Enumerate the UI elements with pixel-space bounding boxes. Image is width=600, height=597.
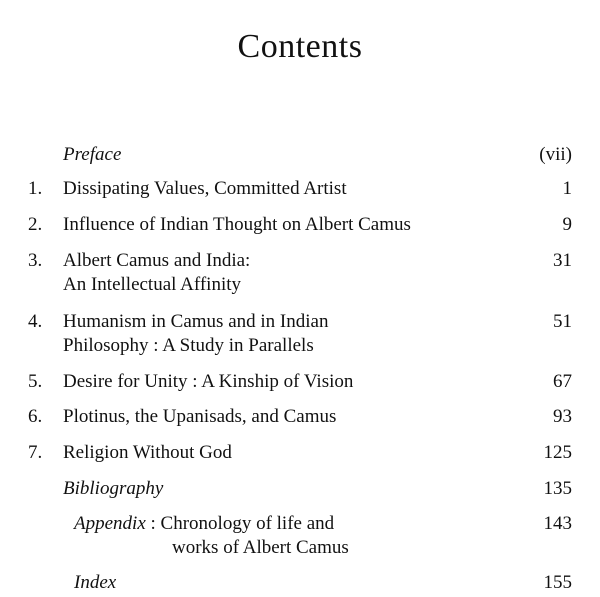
page-number: 125: [543, 442, 572, 463]
page-title: Contents: [237, 28, 363, 65]
entry-title: Dissipating Values, Committed Artist: [63, 178, 347, 199]
chapter-number: 6.: [28, 406, 43, 427]
page-number: 9: [562, 214, 572, 235]
page-number: 143: [543, 513, 572, 534]
chapter-number: 4.: [28, 311, 43, 332]
entry-title: Index: [74, 572, 117, 593]
entry-title-line-2: works of Albert Camus: [172, 537, 349, 558]
entry-title-line-2: An Intellectual Affinity: [63, 274, 241, 295]
appendix-title-rest: : Chronology of life and: [145, 513, 335, 534]
chapter-number: 5.: [28, 371, 43, 392]
chapter-number: 3.: [28, 250, 43, 271]
chapter-number: 7.: [28, 442, 43, 463]
entry-title-line-1: Albert Camus and India:: [63, 250, 251, 271]
entry-title-line-1: Humanism in Camus and in Indian: [63, 311, 329, 332]
entry-title: [63, 310, 328, 358]
page-number: 93: [553, 406, 572, 427]
page-number: 1: [562, 178, 572, 199]
page-number: (vii): [539, 144, 572, 165]
page-number: 155: [543, 572, 572, 593]
page-number: 51: [553, 311, 572, 332]
entry-title: Desire for Unity : A Kinship of Vision: [63, 371, 354, 392]
chapter-number: 1.: [28, 178, 43, 199]
entry-title-line-1: [74, 512, 334, 536]
entry-title-line-2: Philosophy : A Study in Parallels: [63, 335, 314, 356]
entry-title: Influence of Indian Thought on Albert Camus: [63, 214, 411, 235]
page-number: 135: [543, 478, 572, 499]
entry-title: Bibliography: [63, 478, 164, 499]
entry-title: Religion Without God: [63, 442, 232, 463]
page-number: 31: [553, 250, 572, 271]
entry-title: [63, 249, 250, 297]
chapter-number: 2.: [28, 214, 43, 235]
entry-title: Plotinus, the Upanisads, and Camus: [63, 406, 337, 427]
page-number: 67: [553, 371, 572, 392]
appendix-label: Appendix: [74, 513, 146, 534]
entry-title: Preface: [63, 144, 122, 165]
